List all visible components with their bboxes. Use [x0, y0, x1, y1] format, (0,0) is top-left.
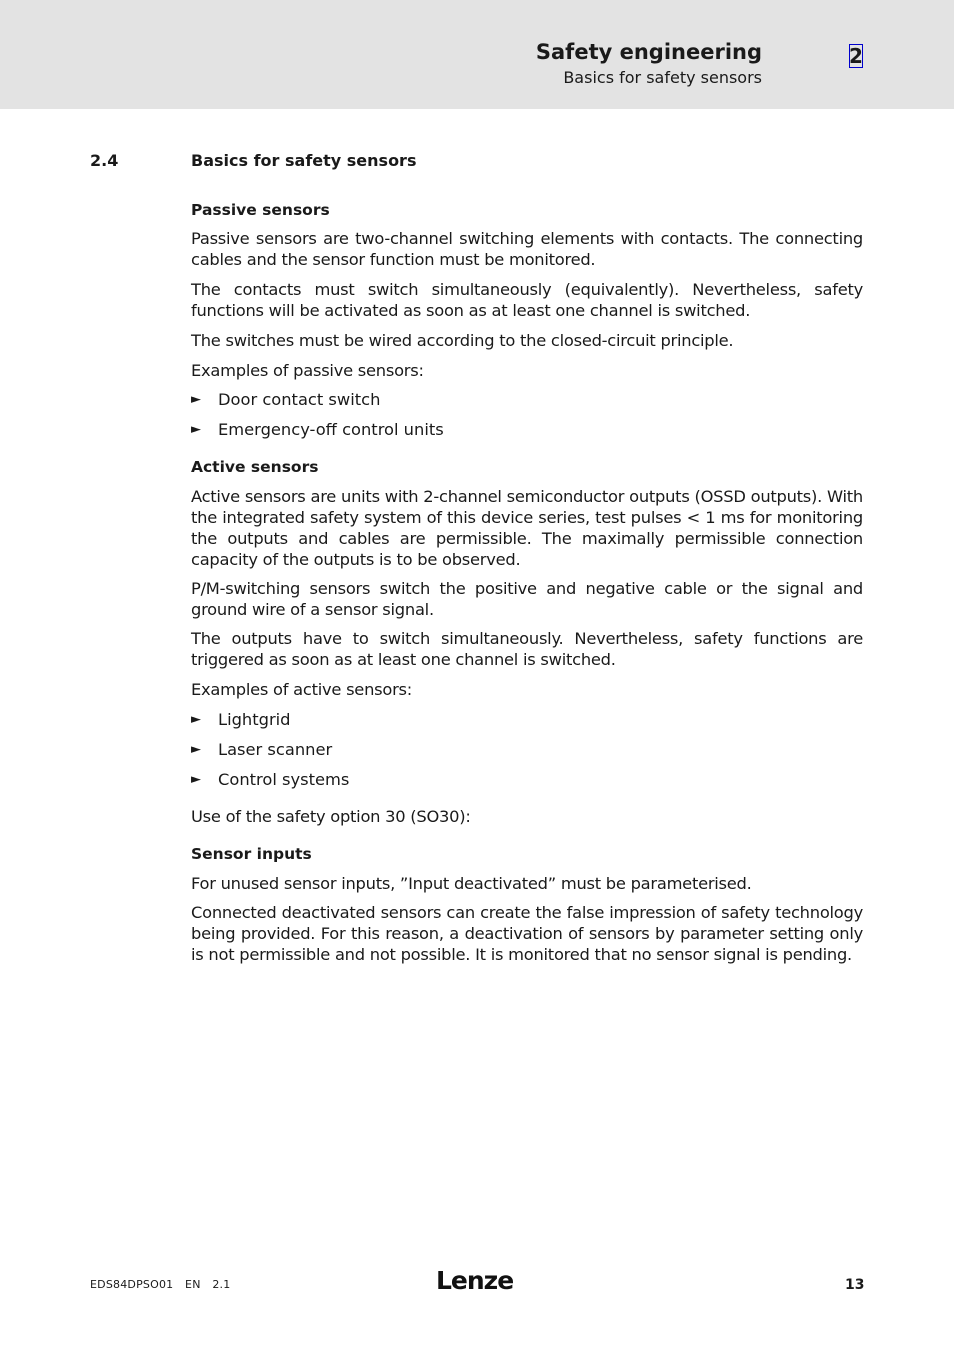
list-item-label: Control systems: [218, 770, 350, 789]
section-number: 2.4: [90, 151, 119, 170]
footer-doc-id: EDS84DPSO01: [90, 1278, 174, 1291]
chapter-title: Safety engineering: [535, 40, 762, 64]
passive-examples-intro: Examples of passive sensors:: [191, 361, 424, 380]
section-title: Basics for safety sensors: [191, 151, 417, 170]
bullet-arrow-icon: ►: [191, 772, 201, 787]
page-number: 13: [845, 1277, 865, 1293]
active-paragraph-2: P/M-switching sensors switch the positive and negative cable or the signal and ground wire of a sensor signal.: [191, 579, 863, 619]
footer-language: EN: [185, 1278, 201, 1291]
footer-version: 2.1: [212, 1278, 231, 1291]
lenze-logo: Lenze: [436, 1266, 514, 1295]
sensor-inputs-heading: Sensor inputs: [191, 845, 312, 863]
list-item-label: Laser scanner: [218, 740, 333, 759]
bullet-arrow-icon: ►: [191, 392, 201, 407]
list-item-label: Lightgrid: [218, 710, 291, 729]
header-band: [0, 0, 954, 109]
header-section-subtitle: Basics for safety sensors: [563, 68, 762, 87]
sensor-inputs-paragraph-2: Connected deactivated sensors can create the false impression of safety technology being provided. For this reason, a deactivation of sensors by parameter setting only is not permissible and not possible. It is monitored that no sensor signal is pending.: [191, 903, 863, 964]
active-paragraph-1: Active sensors are units with 2-channel semiconductor outputs (OSSD outputs). With the integrated safety system of this device series, test pulses < 1 ms for monitoring the outputs and cables are permissible. The maximally permissible connection capacity of the outputs is to be observed.: [191, 487, 863, 569]
so30-intro: Use of the safety option 30 (SO30):: [191, 807, 471, 826]
chapter-number-link[interactable]: 2: [849, 44, 863, 68]
sensor-inputs-paragraph-1: For unused sensor inputs, ”Input deactivated” must be parameterised.: [191, 874, 752, 893]
passive-paragraph-2: The contacts must switch simultaneously (equivalently). Nevertheless, safety functions will be activated as soon as at least one channel is switched.: [191, 280, 863, 320]
passive-paragraph-1: Passive sensors are two-channel switching elements with contacts. The connecting cables and the sensor function must be monitored.: [191, 229, 863, 269]
passive-paragraph-3: The switches must be wired according to the closed-circuit principle.: [191, 331, 734, 350]
bullet-arrow-icon: ►: [191, 422, 201, 437]
list-item-label: Emergency-off control units: [218, 420, 444, 439]
active-examples-intro: Examples of active sensors:: [191, 680, 412, 699]
bullet-arrow-icon: ►: [191, 742, 201, 757]
active-sensors-heading: Active sensors: [191, 458, 319, 476]
active-paragraph-3: The outputs have to switch simultaneously. Nevertheless, safety functions are triggered as soon as at least one channel is switched.: [191, 629, 863, 669]
passive-sensors-heading: Passive sensors: [191, 201, 330, 219]
bullet-arrow-icon: ►: [191, 712, 201, 727]
footer-document-info: [90, 1278, 238, 1291]
list-item-label: Door contact switch: [218, 390, 381, 409]
